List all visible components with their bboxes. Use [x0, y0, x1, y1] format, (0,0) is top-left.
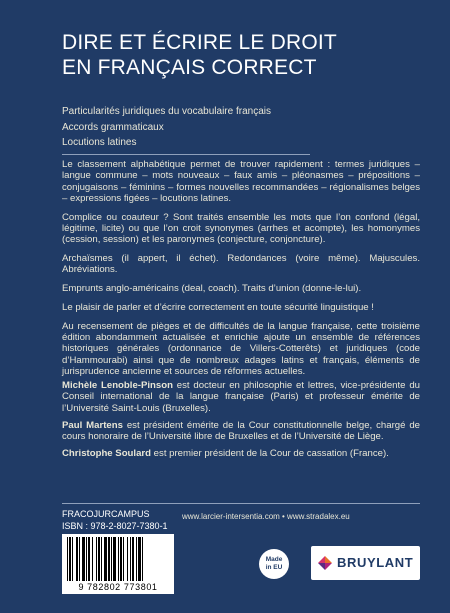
made-in-eu-badge	[259, 549, 289, 579]
title-line-1: DIRE ET ÉCRIRE LE DROIT	[62, 31, 337, 54]
title-line-2: EN FRANÇAIS CORRECT	[62, 56, 317, 79]
theme-item: Accords grammaticaux	[62, 121, 164, 133]
footer-divider	[62, 503, 420, 504]
author-description: est docteur en philosophie et lettres, vice-présidente du Conseil international de la langue française (Paris) et professeur émérite de l’Université Saint-Louis (Bruxelles).	[62, 380, 421, 414]
author-name: Paul Martens	[62, 419, 123, 431]
publisher-logo-box	[311, 546, 420, 580]
author-name: Christophe Soulard	[62, 448, 152, 460]
author-bios	[62, 380, 420, 466]
description	[62, 159, 420, 385]
author-bio	[62, 380, 420, 414]
description-paragraph: Complice ou coauteur ? Sont traités ensemble les mots que l’on confond (légal, légitime, licite) ou que l’on croit synonymes (arrhes et acompte), les homonymes (cession, session) et les paronymes (conjecture, conjoncture).	[62, 211, 420, 246]
eu-badge-line: in EU	[265, 564, 283, 571]
publisher-name: BRUYLANT	[337, 555, 414, 570]
description-paragraph: Archaïsmes (il appert, il échet). Redondances (voire même). Majuscules. Abréviations.	[62, 253, 420, 276]
author-description: est président émérite de la Cour constitutionnelle belge, chargé de cours honoraire de l’Université libre de Bruxelles et de l’Université de Liège.	[62, 419, 420, 443]
publisher-urls: www.larcier-intersentia.com • www.stradalex.eu	[182, 512, 350, 521]
barcode-number: 9 782802 773801	[78, 582, 158, 592]
theme-item: Particularités juridiques du vocabulaire français	[62, 106, 271, 117]
divider	[62, 154, 310, 155]
bruylant-logo-icon	[317, 555, 333, 571]
description-paragraph: Emprunts anglo-américains (deal, coach). Traits d’union (donne-le-lui).	[62, 283, 362, 295]
series-code: FRACOJURCAMPUS	[62, 509, 150, 519]
eu-badge-line: Made	[265, 556, 283, 563]
description-paragraph: Au recensement de pièges et de difficultés de la langue française, cette troisième édition abondamment actualisée et enrichie ajoute un ensemble de références historiques générales (ordonnance de Villers-Cotterêts) et juridiques (code d’Hammourabi) ainsi que de nombreux adages latins et français, éléments de jurisprudence ancienne et sources de réformes actuelles.	[62, 320, 420, 377]
author-bio	[62, 448, 420, 459]
description-paragraph: Le plaisir de parler et d’écrire correctement en toute sécurité linguistique !	[62, 301, 374, 313]
description-paragraph: Le classement alphabétique permet de trouver rapidement : termes juridiques – langue commune – mots nouveaux – faux amis – pléonasmes – prépositions – conjugaisons – féminins – formes nouvelles recommandées – régionalismes belges – expressions figées – locutions latines.	[62, 159, 420, 204]
isbn: ISBN : 978-2-8027-7380-1	[62, 521, 168, 531]
author-name: Michèle Lenoble-Pinson	[62, 380, 173, 391]
book-title	[62, 30, 422, 80]
barcode	[62, 534, 174, 594]
author-bio	[62, 420, 420, 443]
author-description: est premier président de la Cour de cassation (France).	[151, 448, 389, 460]
themes-list	[62, 104, 271, 151]
theme-item: Locutions latines	[62, 137, 137, 148]
barcode-bars	[67, 537, 169, 581]
